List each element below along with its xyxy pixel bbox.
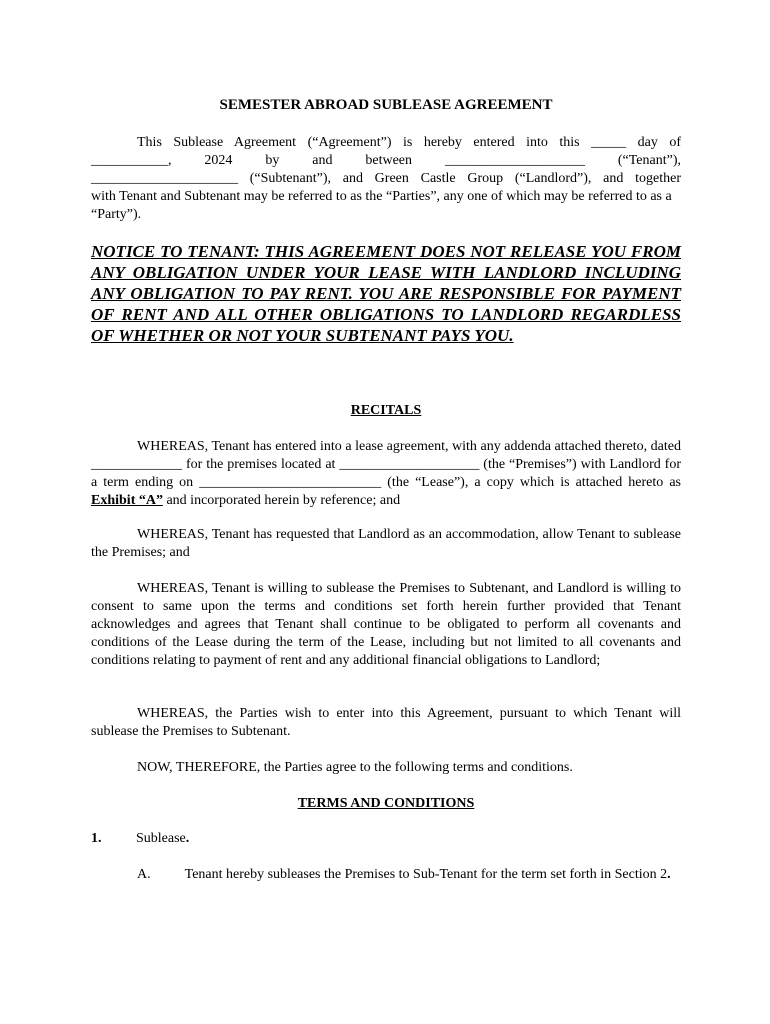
document-title: SEMESTER ABROAD SUBLEASE AGREEMENT bbox=[219, 97, 553, 113]
intro-line-3: _____________________ (“Subtenant”), and Green Castle Group (“Landlord”), and together bbox=[91, 171, 681, 186]
whereas-1-text: WHEREAS, Tenant has entered into a lease agreement, with any addenda attached thereto, dated _____________ for the premises located at ____________________ (the “Premises”) with Landlord for a term ending on __________________________ (the “Lease”), a copy which is attached hereto as bbox=[91, 439, 681, 490]
now-therefore-paragraph bbox=[91, 759, 681, 777]
whereas-paragraph-1 bbox=[91, 438, 681, 510]
section-1-title bbox=[136, 830, 189, 848]
intro-rest: with Tenant and Subtenant may be referred to as the “Parties”, any one of which may be referred to as a “Party”). bbox=[91, 189, 672, 222]
notice-text: NOTICE TO TENANT: THIS AGREEMENT DOES NOT RELEASE YOU FROM ANY OBLIGATION UNDER YOUR LEASE WITH LANDLORD INCLUDING ANY OBLIGATION TO PAY RENT. YOU ARE RESPONSIBLE FOR PAYMENT OF RENT AND ALL OTHER OBLIGATIONS TO LANDLORD REGARDLESS OF WHETHER OR NOT YOUR SUBTENANT PAYS YOU bbox=[91, 242, 681, 345]
whereas-paragraph-3 bbox=[91, 580, 681, 670]
notice-end: . bbox=[509, 326, 514, 345]
whereas-4-text: WHEREAS, the Parties wish to enter into this Agreement, pursuant to which Tenant will sublease the Premises to Subtenant. bbox=[91, 706, 681, 739]
section-1-a-ref: 2 bbox=[660, 867, 668, 882]
recitals-heading: RECITALS bbox=[350, 403, 422, 418]
whereas-paragraph-2 bbox=[91, 526, 681, 562]
section-1-title-text: Sublease bbox=[136, 831, 186, 846]
terms-heading: TERMS AND CONDITIONS bbox=[297, 796, 475, 811]
whereas-1-after: and incorporated herein by reference; and bbox=[162, 493, 401, 508]
section-1-a-text: Tenant hereby subleases the Premises to Sub-Tenant for the term set forth in Section bbox=[184, 867, 661, 882]
section-1-a-paragraph bbox=[91, 866, 681, 884]
intro-line-2: ___________, 2024 by and between ____________________ (“Tenant”), bbox=[91, 153, 681, 168]
intro-text-1: This Sublease Agreement (“Agreement”) is hereby entered into this _____ day of bbox=[137, 135, 681, 150]
exhibit-a-reference: Exhibit “A” bbox=[91, 493, 163, 508]
notice-to-tenant bbox=[91, 241, 681, 346]
now-therefore-text: NOW, THEREFORE, the Parties agree to the following terms and conditions. bbox=[137, 760, 573, 775]
section-1-a-end: . bbox=[667, 867, 671, 882]
whereas-paragraph-4 bbox=[91, 705, 681, 741]
section-1-a-label: A. bbox=[137, 867, 151, 882]
whereas-2-text: WHEREAS, Tenant has requested that Landlord as an accommodation, allow Tenant to sublease the Premises; and bbox=[91, 527, 681, 560]
whereas-3-text: WHEREAS, Tenant is willing to sublease the Premises to Subtenant, and Landlord is willing to consent to same upon the terms and conditions set forth herein further provided that Tenant acknowledges and agrees that Tenant shall continue to be obligated to perform all covenants and conditions of the Lease during the term of the Lease, including but not limited to all covenants and conditions relating to payment of rent and any additional financial obligations to Landlord; bbox=[91, 581, 681, 668]
intro-line-1 bbox=[91, 134, 681, 152]
section-1-title-end: . bbox=[185, 831, 190, 846]
section-1-number: 1. bbox=[91, 831, 102, 846]
